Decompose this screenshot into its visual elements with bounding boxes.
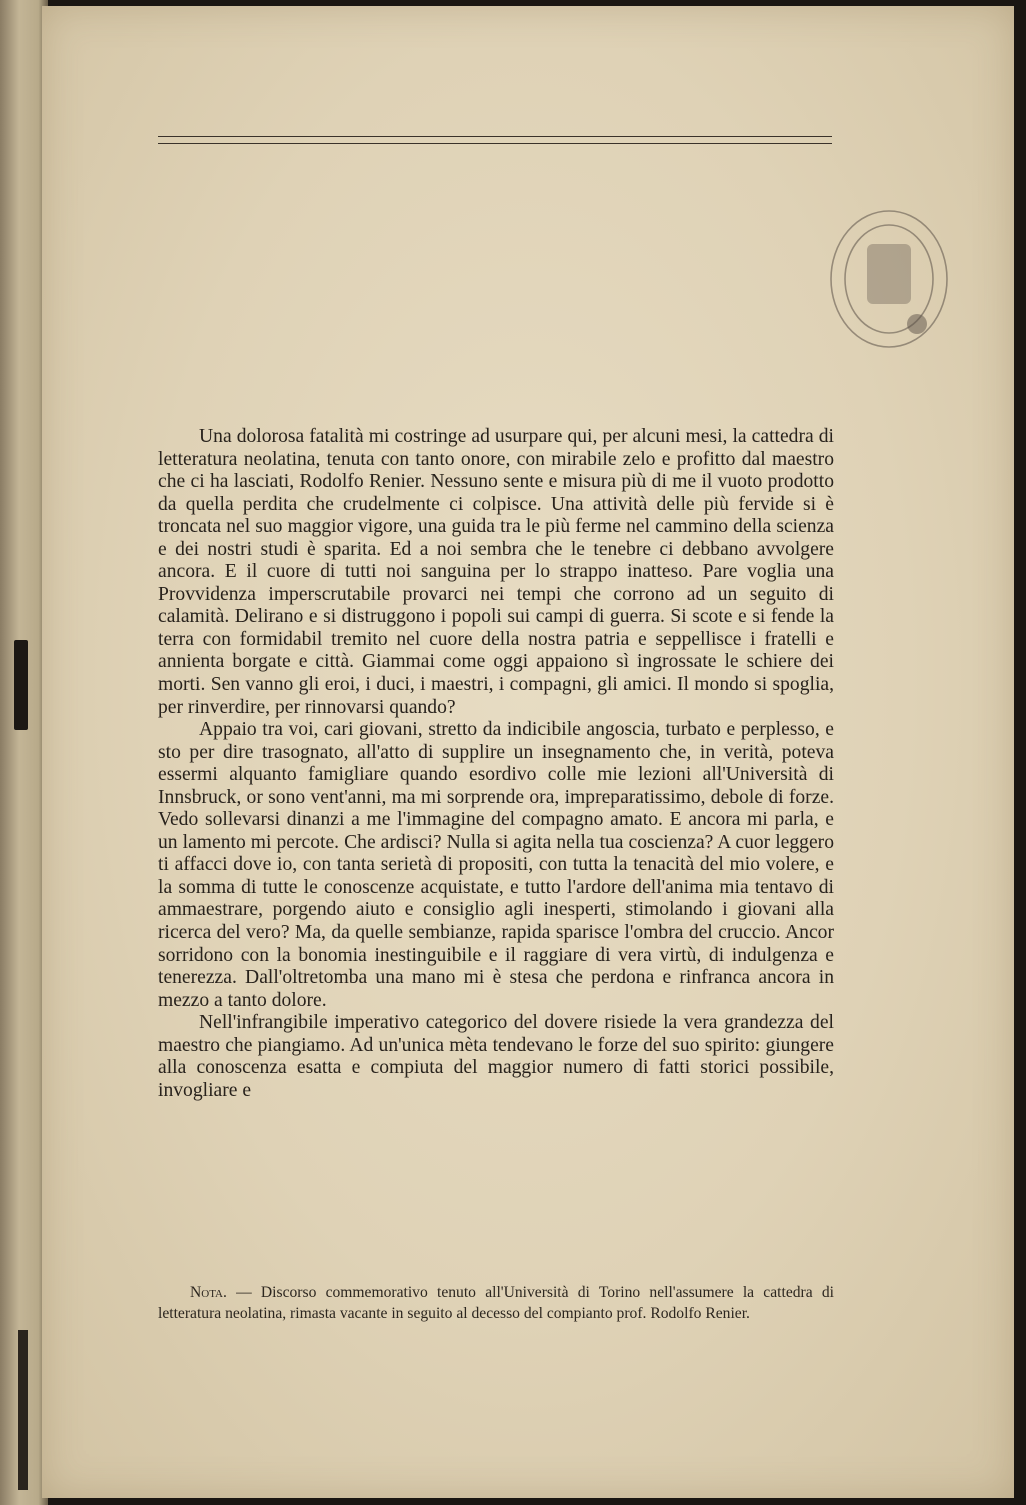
library-stamp-icon: [827, 204, 957, 354]
paragraph-1: Una dolorosa fatalità mi costringe ad usurpare qui, per alcuni mesi, la cattedra di letteratura neolatina, tenuta con tanto onore, con mirabile zelo e profitto dal maestro che ci ha lasciati, Rodolfo Renier. Nessuno sente e misura più di me il vuoto prodotto da quella perdita che crudelmente ci colpisce. Una attività delle più fervide si è troncata nel suo maggior vigore, una guida tra le più ferme nel cammino della scienza e dei nostri studi è sparita. Ed a noi sembra che le tenebre ci debbano avvolgere ancora. E il cuore di tutti noi sanguina per lo strappo inatteso. Pare voglia una Provvidenza imperscrutabile provarci nei tempi che corrono ad un seguito di calamità. Delirano e si distruggono i popoli sui campi di guerra. Si scote e si fende la terra con formidabil tremito nel cuore della nostra patria e seppellisce i fratelli e annienta borgate e città. Giammai come oggi appaiono sì ingrossate le schiere dei morti. Sen vanno gli eroi, i duci, i maestri, i compagni, gli amici. Il mondo si spoglia, per rinverdire, per rinnovarsi quando?: [158, 426, 834, 718]
binding-mark-lower: [18, 1330, 28, 1490]
header-rule-bottom: [158, 143, 832, 144]
document-page: [42, 6, 1014, 1498]
footnote: [158, 1282, 834, 1324]
paragraph-2: Appaio tra voi, cari giovani, stretto da indicibile angoscia, turbato e perplesso, e sto per dire trasognato, all'atto di supplire un insegnamento che, in verità, poteva essermi alquanto famigliare quando esordivo colle mie lezioni all'Università di Innsbruck, or sono vent'anni, ma mi sorprende ora, impreparatissimo, debole di forze. Vedo sollevarsi dinanzi a me l'immagine del compagno amato. E ancora mi parla, e un lamento mi percote. Che ardisci? Nulla si agita nella tua coscienza? A cuor leggero ti affacci dove io, con tanta serietà di propositi, con tutta la tenacità del mio volere, e la somma di tutte le conoscenze acquistate, e tutto l'ardore dell'anima mia tentavo di ammaestrare, porgendo aiuto e consiglio agli inesperti, stimolando i giovani alla ricerca del vero? Ma, da quelle sembianze, rapida sparisce l'ombra del cruccio. Ancor sorridono con la bonomia inestinguibile e il raggiare di vera virtù, di indulgenza e tenerezza. Dall'oltretomba una mano mi è stesa che perdona e rinfranca ancora in mezzo a tanto dolore.: [158, 719, 834, 1011]
header-rule-top: [158, 136, 832, 137]
binding-mark: [14, 640, 28, 730]
footnote-text: — Discorso commemorativo tenuto all'Università di Torino nell'assumere la cattedra di letteratura neolatina, rimasta vacante in seguito al decesso del compianto prof. Rodolfo Renier.: [158, 1284, 834, 1322]
body-text: [158, 426, 834, 1102]
previous-page-edge: [0, 0, 48, 1505]
footnote-label: Nota.: [190, 1284, 227, 1301]
paragraph-3: Nell'infrangibile imperativo categorico del dovere risiede la vera grandezza del maestro che piangiamo. Ad un'unica mèta tendevano le forze del suo spirito: giungere alla conoscenza esatta e compiuta del maggior numero di fatti storici possibile, invogliare e: [158, 1012, 834, 1101]
